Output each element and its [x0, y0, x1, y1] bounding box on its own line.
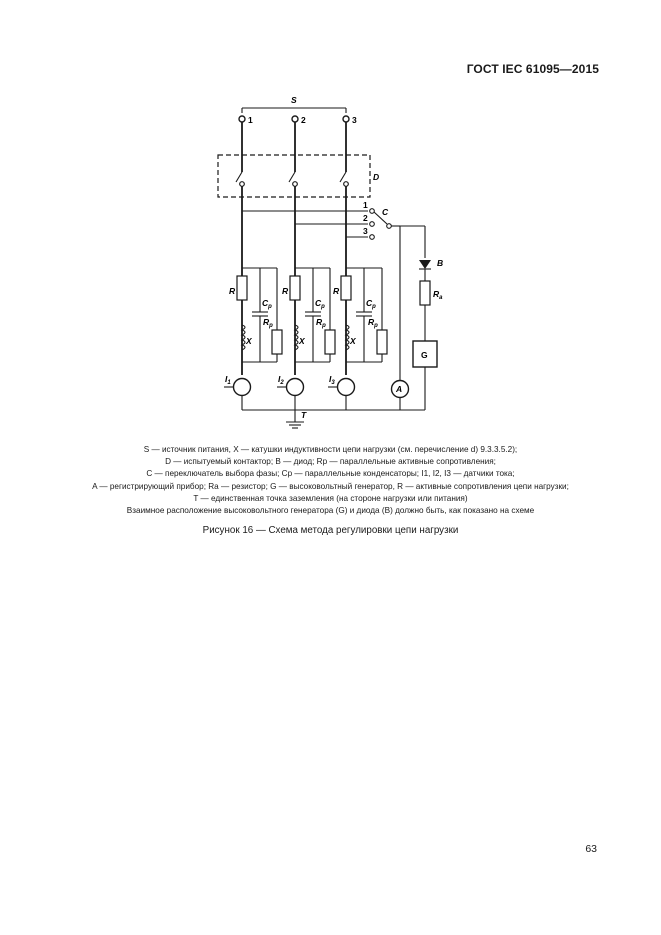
legend-line-4: A — регистрирующий прибор; Ra — резистор; G — высоковольтный генератор, R — активные сопротивления цепи нагрузки; — [92, 481, 569, 491]
par-resistor-1 — [272, 330, 282, 354]
legend-line-5: T — единственная точка заземления (на стороне нагрузки или питания) — [193, 493, 468, 503]
legend-line-6: Взаимное расположение высоковольтного генератора (G) и диода (B) должно быть, как показано на схеме — [126, 506, 535, 516]
generator-label: G — [421, 350, 428, 360]
svg-text:Cp: $C_p$ — [262, 298, 272, 310]
svg-text:X: X — [350, 336, 356, 346]
supply-terminals — [239, 115, 357, 125]
terminal-1 — [239, 116, 245, 122]
terminal-3-label: 3 — [352, 115, 357, 125]
recorder — [392, 381, 409, 398]
source-bracket — [242, 95, 346, 113]
source-label: S — [291, 95, 297, 105]
recorder-label: A — [396, 384, 403, 394]
legend — [60, 444, 601, 517]
svg-text:Cp: $C_p$ — [315, 298, 325, 310]
current-sensor-3 — [338, 379, 355, 396]
earth-label: T — [301, 410, 307, 420]
current-sensor-1 — [234, 379, 251, 396]
svg-text:I1: $I_1$ — [225, 374, 231, 386]
terminal-2-label: 2 — [301, 115, 306, 125]
selector-label: C — [382, 207, 389, 217]
resistor-r1 — [237, 276, 247, 300]
return-bus — [242, 396, 425, 428]
load-branch-1 — [225, 268, 282, 396]
terminal-3 — [343, 116, 349, 122]
load-branch-2 — [278, 268, 335, 396]
diode — [419, 260, 431, 269]
diode-label: B — [437, 258, 444, 268]
selector-pos-2: 2 — [363, 213, 368, 223]
svg-text:Cp: $C_p$ — [366, 298, 376, 310]
current-sensor-2 — [287, 379, 304, 396]
svg-text:R: R — [333, 286, 340, 296]
figure-caption: Рисунок 16 — Схема метода регулировки цепи нагрузки — [202, 525, 459, 536]
standard-header: ГОСТ IEC 61095—2015 — [466, 62, 599, 76]
svg-text:I3: $I_3$ — [329, 374, 335, 386]
svg-text:R: R — [282, 286, 289, 296]
resistor-r2 — [290, 276, 300, 300]
page-number: 63 — [585, 843, 597, 855]
svg-text:Rp: $R_p$ — [316, 317, 326, 329]
svg-text:X: X — [299, 336, 305, 346]
circuit-diagram — [0, 0, 661, 440]
svg-text:Rp: $R_p$ — [368, 317, 378, 329]
resistor-r3 — [341, 276, 351, 300]
svg-text:X: X — [246, 336, 252, 346]
legend-line-2: D — испытуемый контактор; B — диод; Rp — параллельные активные сопротивления; — [165, 457, 496, 467]
hv-generator-branch — [413, 226, 443, 410]
svg-text:Rp: $R_p$ — [263, 317, 273, 329]
legend-line-1: S — источник питания, X — катушки индуктивности цепи нагрузки (см. перечисление d) 9.3.3.5.2); — [143, 445, 518, 454]
par-resistor-3 — [377, 330, 387, 354]
selector-pos-1: 1 — [363, 200, 368, 210]
terminal-2 — [292, 116, 298, 122]
par-resistor-2 — [325, 330, 335, 354]
svg-text:R: R — [229, 286, 236, 296]
svg-text:I2: $I_2$ — [278, 374, 284, 386]
legend-line-3: C — переключатель выбора фазы; Cp — параллельные конденсаторы; I1, I2, I3 — датчики тока; — [146, 469, 515, 479]
svg-text:Ra: $R_a$ — [433, 289, 443, 301]
load-branch-3 — [329, 268, 387, 396]
contactor-label: D — [373, 172, 380, 182]
resistor-ra — [420, 281, 430, 305]
selector-pos-3: 3 — [363, 226, 368, 236]
terminal-1-label: 1 — [248, 115, 253, 125]
